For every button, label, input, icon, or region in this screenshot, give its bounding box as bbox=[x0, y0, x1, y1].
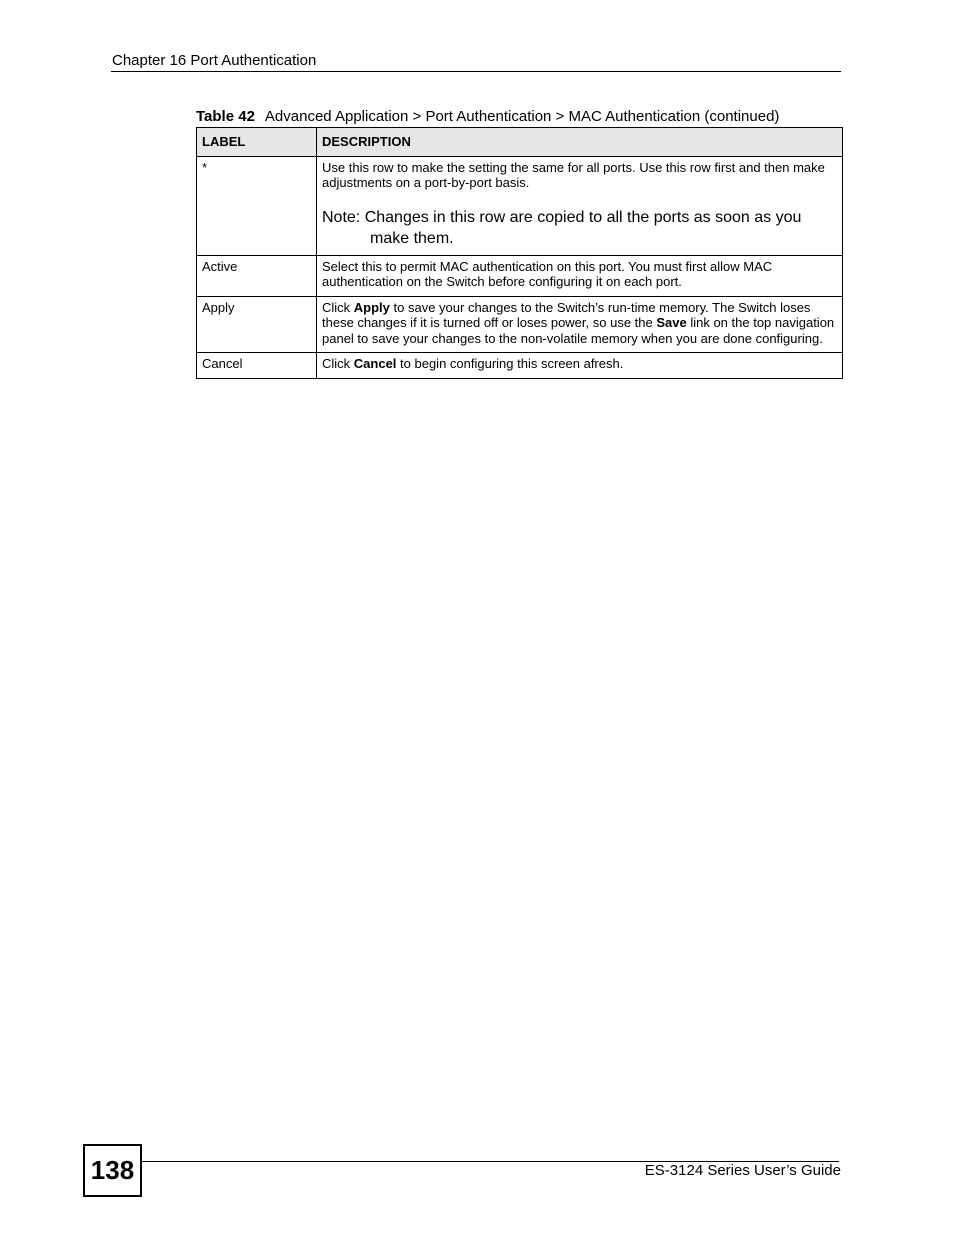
row-label: Active bbox=[197, 255, 317, 296]
table-row bbox=[197, 255, 843, 296]
row-description-text: Use this row to make the setting the same for all ports. Use this row first and then make adjustments on a port-by-port basis. bbox=[322, 159, 825, 190]
header-rule bbox=[111, 71, 841, 72]
table-caption-text: Advanced Application > Port Authentication > MAC Authentication (continued) bbox=[264, 108, 780, 125]
column-header-label: LABEL bbox=[197, 128, 317, 157]
table-caption bbox=[196, 108, 779, 125]
chapter-header: Chapter 16 Port Authentication bbox=[112, 52, 317, 69]
desc-text: to save your changes to the Switch’s run-time memory. The Switch loses these changes if it is turned off or loses power, so use the bbox=[322, 299, 811, 330]
page-number: 138 bbox=[83, 1144, 142, 1197]
description-table bbox=[196, 127, 843, 379]
table-caption-number: Table 42 bbox=[196, 108, 255, 125]
desc-text: link on the top navigation panel to save your changes to the non-volatile memory when you are done configuring. bbox=[322, 315, 835, 346]
row-description bbox=[317, 156, 843, 255]
table-row bbox=[197, 156, 843, 255]
desc-text: Click bbox=[322, 356, 354, 371]
table-header-row bbox=[197, 128, 843, 157]
row-description bbox=[317, 296, 843, 353]
table-row bbox=[197, 353, 843, 379]
desc-text: Click bbox=[322, 299, 354, 315]
row-label: Cancel bbox=[197, 353, 317, 379]
desc-text: to begin configuring this screen afresh. bbox=[396, 356, 624, 371]
column-header-description: DESCRIPTION bbox=[317, 128, 843, 157]
row-label: Apply bbox=[197, 296, 317, 353]
desc-bold-cancel: Cancel bbox=[353, 356, 397, 371]
table-row bbox=[197, 296, 843, 353]
guide-title: ES-3124 Series User’s Guide bbox=[644, 1162, 841, 1179]
row-description: Select this to permit MAC authentication on this port. You must first allow MAC authentication on the Switch before configuring it on each port. bbox=[317, 255, 843, 296]
row-description bbox=[317, 353, 843, 379]
desc-bold-apply: Apply bbox=[353, 299, 390, 315]
row-note: Note: Changes in this row are copied to all the ports as soon as you make them. bbox=[322, 208, 802, 247]
row-label: * bbox=[197, 156, 317, 255]
desc-bold-save: Save bbox=[656, 315, 687, 330]
